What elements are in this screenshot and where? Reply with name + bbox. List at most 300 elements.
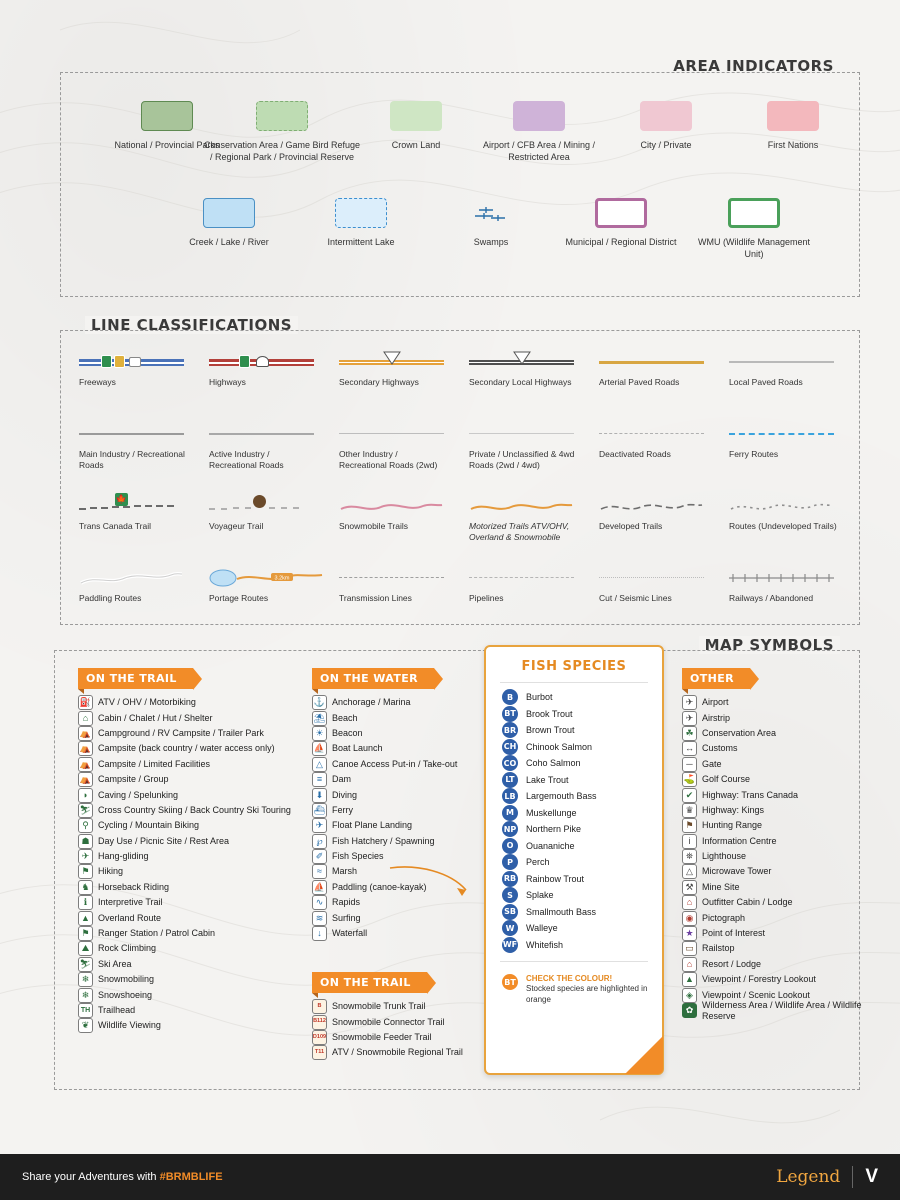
list-item — [682, 895, 867, 910]
list-item — [78, 1018, 313, 1033]
fish-code-badge: S — [502, 887, 518, 903]
line-label: Routes (Undeveloped Trails) — [729, 521, 837, 531]
trail-dash-icon — [79, 493, 184, 519]
list-item — [78, 695, 313, 710]
resort-lodge-icon: ⌂ — [682, 957, 697, 972]
list-item-label: Beacon — [332, 727, 363, 738]
fish-row — [486, 854, 662, 871]
line-art-secondary-local — [469, 349, 574, 375]
list-item-label: Dam — [332, 774, 352, 785]
line-label: Secondary Highways — [339, 377, 419, 387]
list-item — [78, 987, 313, 1002]
list-item — [312, 695, 482, 710]
line-item-freeways — [79, 349, 209, 421]
fish-row — [486, 706, 662, 723]
beacon-icon: ☀ — [312, 726, 327, 741]
list-item — [312, 895, 482, 910]
swatch-label: First Nations — [767, 140, 819, 150]
brand-hashtag: #BRMBLIFE — [159, 1171, 223, 1183]
fish-row — [486, 739, 662, 756]
fish-code-badge: LB — [502, 788, 518, 804]
list-item — [78, 880, 313, 895]
airport-icon: ✈ — [682, 695, 697, 710]
list-item-label: Day Use / Picnic Site / Rest Area — [98, 835, 230, 846]
list-item-label: Campsite (back country / water access only) — [98, 743, 275, 754]
line-item-portage-routes — [209, 565, 339, 637]
line-item-secondary-local-highways — [469, 349, 599, 421]
fish-name: Chinook Salmon — [526, 741, 593, 752]
cycling-icon: ⚲ — [78, 818, 93, 833]
swatch-label: Creek / Lake / River — [189, 237, 269, 247]
fish-code-badge: BR — [502, 722, 518, 738]
list-item — [312, 864, 482, 879]
outfitter-cabin-icon: ⌂ — [682, 895, 697, 910]
fish-species-box — [484, 645, 664, 1075]
list-item — [682, 787, 867, 802]
area-indicators-section — [60, 72, 860, 297]
list-item-label: Viewpoint / Scenic Lookout — [702, 989, 810, 1000]
dam-icon: ≡ — [312, 772, 327, 787]
list-item — [312, 849, 482, 864]
area-item-conservation-area — [202, 101, 362, 163]
list-item — [312, 999, 487, 1014]
line-label: Secondary Local Highways — [469, 377, 572, 387]
area-item-swamps — [431, 198, 551, 248]
fish-row — [486, 871, 662, 888]
list-item — [682, 957, 867, 972]
line-art-highway — [209, 349, 314, 375]
line-label: Transmission Lines — [339, 593, 412, 603]
list-item-label: Overland Route — [98, 912, 162, 923]
trailhead-icon: TH — [78, 1003, 93, 1018]
line-item-ferry-routes — [729, 421, 859, 493]
fish-code-badge: CH — [502, 739, 518, 755]
line-label: Paddling Routes — [79, 593, 142, 603]
line-item-trans-canada-trail — [79, 493, 209, 565]
map-symbols-title: MAP SYMBOLS — [699, 636, 840, 654]
list-item — [682, 803, 867, 818]
swatch-box — [728, 198, 780, 228]
snowmobiling-icon: ❄ — [78, 972, 93, 987]
list-item-label: Fish Species — [332, 851, 384, 862]
line-classifications-section — [60, 330, 860, 625]
area-item-airport-cfb — [479, 101, 599, 163]
swatch-box — [513, 101, 565, 131]
list-item — [78, 972, 313, 987]
beach-icon: ⛱ — [312, 711, 327, 726]
fish-name: Muskellunge — [526, 807, 577, 818]
line-item-routes-undeveloped — [729, 493, 859, 565]
legend-label: Legend — [776, 1167, 841, 1187]
campsite-limited-icon: ⛺ — [78, 757, 93, 772]
list-item-label: Mine Site — [702, 881, 740, 892]
golf-course-icon: ⛳ — [682, 772, 697, 787]
list-item-label: Pictograph — [702, 912, 746, 923]
list-item-label: ATV / OHV / Motorbiking — [98, 697, 196, 708]
list-item-label: Trailhead — [98, 1005, 136, 1015]
share-text — [22, 1171, 223, 1183]
viewpoint-forestry-icon: ▲ — [682, 972, 697, 987]
anchor-icon: ⚓ — [312, 695, 327, 710]
list-item-label: Snowmobiling — [98, 974, 155, 985]
list-item-label: Marsh — [332, 866, 358, 877]
fish-name: Brown Trout — [526, 725, 575, 736]
fish-row — [486, 772, 662, 789]
list-item — [78, 710, 313, 725]
list-item-label: Snowmobile Connector Trail — [332, 1016, 445, 1027]
footer-bar — [0, 1154, 900, 1200]
list-item-label: Highway: Kings — [702, 804, 765, 815]
line-classifications-title: LINE CLASSIFICATIONS — [85, 316, 298, 334]
line-art-main-industry — [79, 421, 184, 447]
line-label: Motorized Trails ATV/OHV, Overland & Snowmobile — [469, 521, 570, 542]
hang-gliding-icon: ✈ — [78, 849, 93, 864]
fish-note-text: Stocked species are highlighted in orange — [526, 984, 648, 1004]
microwave-tower-icon: △ — [682, 864, 697, 879]
divider — [500, 682, 648, 683]
rapids-icon: ∿ — [312, 895, 327, 910]
picnic-icon: ☗ — [78, 834, 93, 849]
list-item-label: Hang-gliding — [98, 851, 149, 862]
fish-row — [486, 887, 662, 904]
other-list — [682, 695, 867, 1021]
fish-code-badge: WF — [502, 937, 518, 953]
wildlife-viewing-icon: ❦ — [78, 1018, 93, 1033]
fish-row — [486, 805, 662, 822]
list-item — [312, 741, 482, 756]
line-item-railways-abandoned — [729, 565, 859, 637]
line-art-cut-seismic — [599, 565, 704, 591]
list-item-label: Outfitter Cabin / Lodge — [702, 897, 793, 908]
swatch-box — [767, 101, 819, 131]
line-label: Arterial Paved Roads — [599, 377, 680, 387]
list-item — [682, 999, 867, 1021]
divider — [500, 961, 648, 962]
list-item-label: Campsite / Limited Facilities — [98, 758, 211, 769]
line-item-deactivated-roads — [599, 421, 729, 493]
fish-name: Smallmouth Bass — [526, 906, 597, 917]
fish-code-badge: W — [502, 920, 518, 936]
list-item-label: Rock Climbing — [98, 943, 157, 954]
list-item-label: Rapids — [332, 897, 361, 908]
list-item-label: Golf Course — [702, 774, 751, 785]
list-item-label: Fish Hatchery / Spawning — [332, 835, 435, 846]
conservation-area-icon: ☘ — [682, 726, 697, 741]
swatch-label: WMU (Wildlife Management Unit) — [697, 237, 811, 259]
list-item — [78, 803, 313, 818]
list-item-label: Horseback Riding — [98, 881, 170, 892]
list-item-label: Conservation Area — [702, 727, 777, 738]
railstop-icon: ▭ — [682, 941, 697, 956]
mine-site-icon: ⚒ — [682, 880, 697, 895]
list-item-label: Viewpoint / Forestry Lookout — [702, 974, 816, 985]
dashed-wavy-icon — [599, 493, 704, 519]
line-label: Highways — [209, 377, 246, 387]
point-of-interest-icon: ★ — [682, 926, 697, 941]
list-item-label: Gate — [702, 758, 722, 769]
list-item — [78, 941, 313, 956]
line-label: Portage Routes — [209, 593, 269, 603]
line-label: Trans Canada Trail — [79, 521, 151, 531]
line-item-secondary-highways — [339, 349, 469, 421]
line-label: Ferry Routes — [729, 449, 779, 459]
line-item-paddling-routes — [79, 565, 209, 637]
line-art-voyageur-trail — [209, 493, 314, 519]
list-item-label: Anchorage / Marina — [332, 697, 411, 708]
fish-species-title: FISH SPECIES — [521, 659, 627, 674]
paddling-line-icon — [79, 565, 184, 591]
list-item-label: Cross Country Skiing / Back Country Ski Touring — [98, 804, 291, 815]
list-item-label: Ranger Station / Patrol Cabin — [98, 928, 216, 939]
list-item-label: Canoe Access Put-in / Take-out — [332, 758, 458, 769]
area-item-wmu — [694, 198, 814, 260]
list-item-label: Beach — [332, 712, 358, 723]
list-item — [682, 695, 867, 710]
list-item — [78, 741, 313, 756]
swamp-icon — [465, 198, 517, 228]
list-item — [78, 757, 313, 772]
fish-note-code: BT — [502, 974, 518, 990]
waterfall-icon: ↓ — [312, 926, 327, 941]
wilderness-area-icon: ✿ — [682, 1003, 697, 1018]
list-item-label: Airstrip — [702, 712, 731, 723]
list-item — [78, 787, 313, 802]
swatch-label: Airport / CFB Area / Mining / Restricted Area — [482, 140, 596, 162]
list-item-label: Campsite / Group — [98, 774, 169, 785]
list-item — [682, 941, 867, 956]
portage-line-icon — [209, 565, 324, 591]
area-item-crown-land — [356, 101, 476, 151]
line-art-portage-routes — [209, 565, 314, 591]
list-item — [682, 741, 867, 756]
list-item-label: Snowshoeing — [98, 989, 153, 1000]
line-art-freeway — [79, 349, 184, 375]
line-item-motorized-trails — [469, 493, 599, 565]
canoe-access-icon: △ — [312, 757, 327, 772]
list-item-label: Point of Interest — [702, 928, 766, 939]
list-item-label: Waterfall — [332, 928, 368, 939]
on-the-water-list — [312, 695, 482, 941]
list-item — [78, 910, 313, 925]
list-item-label: Wilderness Area / Wildlife Area / Wildlife Reserve — [702, 999, 862, 1021]
list-item — [312, 1030, 487, 1045]
surfing-icon: ≋ — [312, 911, 327, 926]
line-art-deactivated — [599, 421, 704, 447]
line-art-secondary-highway — [339, 349, 444, 375]
line-label: Cut / Seismic Lines — [599, 593, 672, 603]
list-item — [78, 818, 313, 833]
list-item-label: Boat Launch — [332, 743, 383, 754]
share-label: Share your Adventures with — [22, 1171, 157, 1183]
swatch-box — [595, 198, 647, 228]
swatch-box — [390, 101, 442, 131]
line-art-trans-canada-trail: 🍁 — [79, 493, 184, 519]
list-item-label: Highway: Trans Canada — [702, 789, 799, 800]
marsh-icon: ≈ — [312, 864, 327, 879]
snowmobile-connector-trail-icon: B112 — [312, 1015, 327, 1030]
line-item-local-paved-roads — [729, 349, 859, 421]
list-item — [78, 895, 313, 910]
line-art-other-industry — [339, 421, 444, 447]
line-item-voyageur-trail — [209, 493, 339, 565]
overland-route-icon: ▲ — [78, 911, 93, 926]
fish-name: Northern Pike — [526, 824, 582, 835]
area-item-first-nations — [733, 101, 853, 151]
swatch-box — [465, 198, 517, 228]
list-item — [312, 803, 482, 818]
list-item — [682, 910, 867, 925]
list-item-label: Campground / RV Campsite / Trailer Park — [98, 727, 264, 738]
paddling-icon: ⛵ — [312, 880, 327, 895]
fish-name: Ouananiche — [526, 840, 575, 851]
line-item-arterial-paved-roads — [599, 349, 729, 421]
fish-name: Largemouth Bass — [526, 791, 597, 802]
on-the-trail-header: ON THE TRAIL — [78, 668, 193, 689]
line-art-railways — [729, 565, 834, 591]
line-item-highways — [209, 349, 339, 421]
list-item-label: Airport — [702, 697, 729, 708]
list-item — [682, 772, 867, 787]
campground-icon: ⛺ — [78, 726, 93, 741]
list-item-label: ATV / Snowmobile Regional Trail — [332, 1047, 463, 1058]
swatch-label: City / Private — [640, 140, 692, 150]
area-item-municipal-regional-district — [561, 198, 681, 248]
line-label: Other Industry / Recreational Roads (2wd) — [339, 449, 438, 470]
line-art-paddling-routes — [79, 565, 184, 591]
list-item-label: Snowmobile Trunk Trail — [332, 1001, 426, 1012]
list-item-label: Diving — [332, 789, 358, 800]
line-label: Local Paved Roads — [729, 377, 803, 387]
line-label: Pipelines — [469, 593, 504, 603]
list-item — [78, 864, 313, 879]
gate-icon: ─ — [682, 757, 697, 772]
list-item-label: Ferry — [332, 804, 353, 815]
fish-note-title: CHECK THE COLOUR! — [526, 974, 613, 983]
on-the-water-header: ON THE WATER — [312, 668, 434, 689]
list-item-label: Cabin / Chalet / Hut / Shelter — [98, 712, 213, 723]
fish-row — [486, 838, 662, 855]
line-art-active-industry — [209, 421, 314, 447]
wavy-line-icon — [339, 493, 444, 519]
area-item-intermittent-lake — [301, 198, 421, 248]
fish-code-badge: M — [502, 805, 518, 821]
list-item — [682, 880, 867, 895]
fish-species-note — [486, 968, 662, 1005]
line-art-developed-trails — [599, 493, 704, 519]
fish-code-badge: P — [502, 854, 518, 870]
line-item-active-industry — [209, 421, 339, 493]
fish-species-icon: ✐ — [312, 849, 327, 864]
swatch-box — [256, 101, 308, 131]
wavy-line-icon — [469, 493, 574, 519]
list-item-label: Lighthouse — [702, 851, 747, 862]
fish-code-badge: O — [502, 838, 518, 854]
list-item — [312, 910, 482, 925]
list-item — [312, 818, 482, 833]
snowmobile-feeder-trail-icon: D109 — [312, 1030, 327, 1045]
fish-code-badge: NP — [502, 821, 518, 837]
railway-icon — [729, 565, 834, 591]
ferry-icon: ⛴ — [312, 803, 327, 818]
hunting-range-icon: ⚑ — [682, 818, 697, 833]
line-art-routes-undeveloped — [729, 493, 834, 519]
list-item-label: Snowmobile Feeder Trail — [332, 1031, 432, 1042]
atv-icon: ⛽ — [78, 695, 93, 710]
list-item-label: Hunting Range — [702, 820, 763, 831]
list-item-label: Hiking — [98, 866, 124, 877]
list-item — [78, 926, 313, 941]
line-art-local-paved — [729, 349, 834, 375]
list-item — [682, 726, 867, 741]
list-item — [312, 834, 482, 849]
list-item-label: Paddling (canoe-kayak) — [332, 881, 427, 892]
fish-name: Rainbow Trout — [526, 873, 585, 884]
on-the-trail-list — [78, 695, 313, 1034]
fish-hatchery-icon: ℘ — [312, 834, 327, 849]
shield-icon — [513, 351, 531, 365]
line-art-pipelines — [469, 565, 574, 591]
cross-country-ski-icon: ⛷ — [78, 803, 93, 818]
list-item — [682, 710, 867, 725]
diving-icon: ⬇ — [312, 788, 327, 803]
list-item — [312, 772, 482, 787]
line-label: Active Industry / Recreational Roads — [209, 449, 284, 470]
legend-footer — [776, 1166, 878, 1188]
list-item-label: Cycling / Mountain Biking — [98, 820, 200, 831]
fish-row — [486, 937, 662, 954]
list-item — [682, 818, 867, 833]
campsite-group-icon: ⛺ — [78, 772, 93, 787]
lighthouse-icon: ⛯ — [682, 849, 697, 864]
divider — [852, 1166, 853, 1188]
line-item-main-industry — [79, 421, 209, 493]
list-item — [312, 787, 482, 802]
horseback-icon: ♞ — [78, 880, 93, 895]
line-grid — [79, 349, 849, 637]
line-label: Freeways — [79, 377, 116, 387]
customs-icon: ↔ — [682, 741, 697, 756]
line-label: Main Industry / Recreational Roads — [79, 449, 185, 470]
fish-species-list — [486, 689, 662, 953]
line-label: Deactivated Roads — [599, 449, 671, 459]
hiking-icon: ⚑ — [78, 864, 93, 879]
snowshoeing-icon: ❄ — [78, 988, 93, 1003]
list-item — [682, 757, 867, 772]
list-item — [682, 926, 867, 941]
swatch-box — [203, 198, 255, 228]
line-art-transmission-lines — [339, 565, 444, 591]
list-item — [312, 726, 482, 741]
interpretive-trail-icon: ℹ — [78, 895, 93, 910]
fish-name: Burbot — [526, 692, 553, 703]
fish-code-badge: LT — [502, 772, 518, 788]
campsite-backcountry-icon: ⛺ — [78, 741, 93, 756]
list-item-label: Caving / Spelunking — [98, 789, 179, 800]
caving-icon: ◗ — [78, 788, 93, 803]
atv-snowmobile-regional-trail-icon: T11 — [312, 1045, 327, 1060]
fish-name: Lake Trout — [526, 774, 569, 785]
fish-row — [486, 904, 662, 921]
list-item — [312, 710, 482, 725]
line-label: Railways / Abandoned — [729, 593, 814, 603]
on-the-trail-2-header: ON THE TRAIL — [312, 972, 427, 993]
swatch-box — [335, 198, 387, 228]
column-on-the-water — [312, 668, 482, 941]
line-label: Developed Trails — [599, 521, 663, 531]
line-art-motorized-trails — [469, 493, 574, 519]
swatch-box — [141, 101, 193, 131]
line-art-snowmobile-trails — [339, 493, 444, 519]
